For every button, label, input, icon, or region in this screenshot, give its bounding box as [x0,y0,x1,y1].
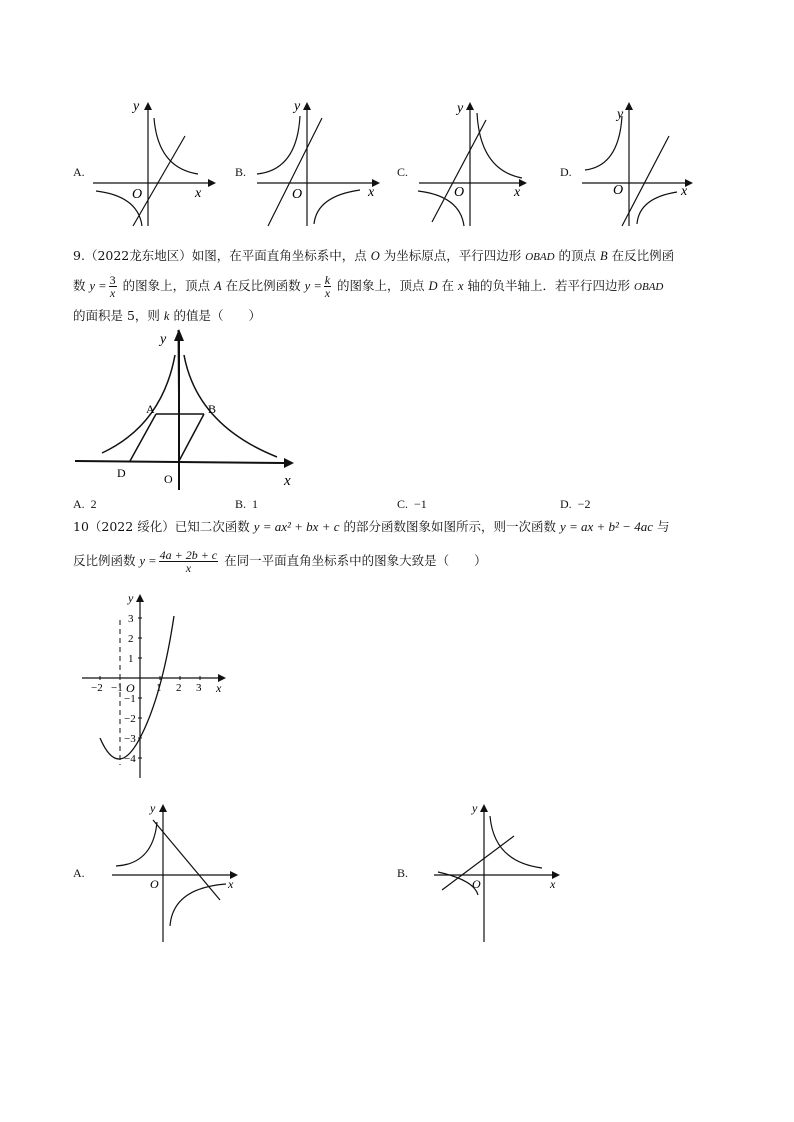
x-tick-label: −1 [111,682,123,694]
q9-figure [72,325,302,495]
axis-x-label: x [681,184,688,199]
fig-point-d: D [117,466,126,480]
fraction-k-over-x: $\frac{k}{x}$ [324,273,331,300]
axis-y-label: y [133,99,140,114]
fig-point-a: A [146,402,155,416]
q8-option-a-graph[interactable] [88,98,218,228]
x-tick-label: 3 [196,682,202,694]
axis-x-label: x [514,185,521,200]
q9-answer-a[interactable]: A. 2 [73,497,97,511]
origin-label: O [292,187,303,202]
axis-x-label: x [228,877,234,891]
fig-x-label: x [284,473,291,489]
q10-line-1: 10（2022 绥化）已知二次函数 y = ax² + bx + c 的部分函数图象如图所示，则一次函数 y = ax + b² − 4ac 与 [73,519,670,534]
q8-option-c-graph[interactable] [414,98,544,228]
axis-x-label: x [550,877,556,891]
q8-option-c-label[interactable]: C. [397,165,409,179]
y-tick-label: −4 [124,753,136,765]
q10-option-a-graph[interactable] [108,800,248,945]
q8-option-d-label[interactable]: D. [560,165,572,179]
q10-line-2: 反比例函数 y = $\frac{4a + 2b + c}{x}$ 在同一平面直角坐标系中的图象大致是（ ） [73,548,487,575]
x-tick-label: −2 [91,682,103,694]
q10-option-b-graph[interactable] [430,800,570,945]
origin-label: O [454,185,465,200]
q9-line-1: 9.（2022龙东地区）如图，在平面直角坐标系中，点 O 为坐标原点，平行四边形 OBAD 的顶点 B 在反比例函 [73,248,675,263]
q8-option-b-label[interactable]: B. [235,165,247,179]
y-tick-label: −3 [124,733,136,745]
fraction-4a2bc-over-x: $\frac{4a + 2b + c}{x}$ [159,548,218,575]
fraction-3-over-x: $\frac{3}{x}$ [109,273,116,300]
x-tick-label: 2 [176,682,182,694]
parabola-origin: O [126,681,135,695]
y-tick-label: −1 [124,693,136,705]
q10-option-a-label[interactable]: A. [73,866,85,880]
q8-option-b-graph[interactable] [252,98,382,228]
origin-label: O [613,183,624,198]
fig-origin: O [164,472,173,486]
axis-y-label: y [294,99,301,114]
q9-answer-b[interactable]: B. 1 [235,497,259,511]
q10-parabola-figure [78,590,238,785]
y-tick-label: 3 [128,613,134,625]
parabola-y-label: y [128,591,134,605]
axis-y-label: y [472,801,478,815]
y-tick-label: 1 [128,653,134,665]
y-tick-label: 2 [128,633,134,645]
axis-y-label: y [150,801,156,815]
origin-label: O [132,187,143,202]
q9-line-3: 的面积是 5，则 k 的值是（ ） [73,308,261,323]
parabola-x-label: x [216,681,222,695]
q8-option-a-label[interactable]: A. [73,165,85,179]
origin-label: O [472,877,481,891]
y-tick-label: −2 [124,713,136,725]
q9-line-2: 数 y = $\frac{3}{x}$ 的图象上，顶点 A 在反比例函数 y = $\frac{k}{x}$ 的图象上，顶点 D 在 x 轴的负半轴上．若平行四边形 OBAD [73,273,664,300]
axis-x-label: x [195,186,202,201]
q9-answer-d[interactable]: D. −2 [560,497,591,511]
x-tick-label: 1 [156,682,162,694]
fig-point-b: B [208,402,217,416]
axis-y-label: y [617,107,624,122]
axis-y-label: y [457,101,464,116]
q8-option-d-graph[interactable] [577,98,707,228]
q9-answer-c[interactable]: C. −1 [397,497,427,511]
axis-x-label: x [368,185,375,200]
origin-label: O [150,877,159,891]
q10-option-b-label[interactable]: B. [397,866,409,880]
fig-y-label: y [160,332,167,347]
